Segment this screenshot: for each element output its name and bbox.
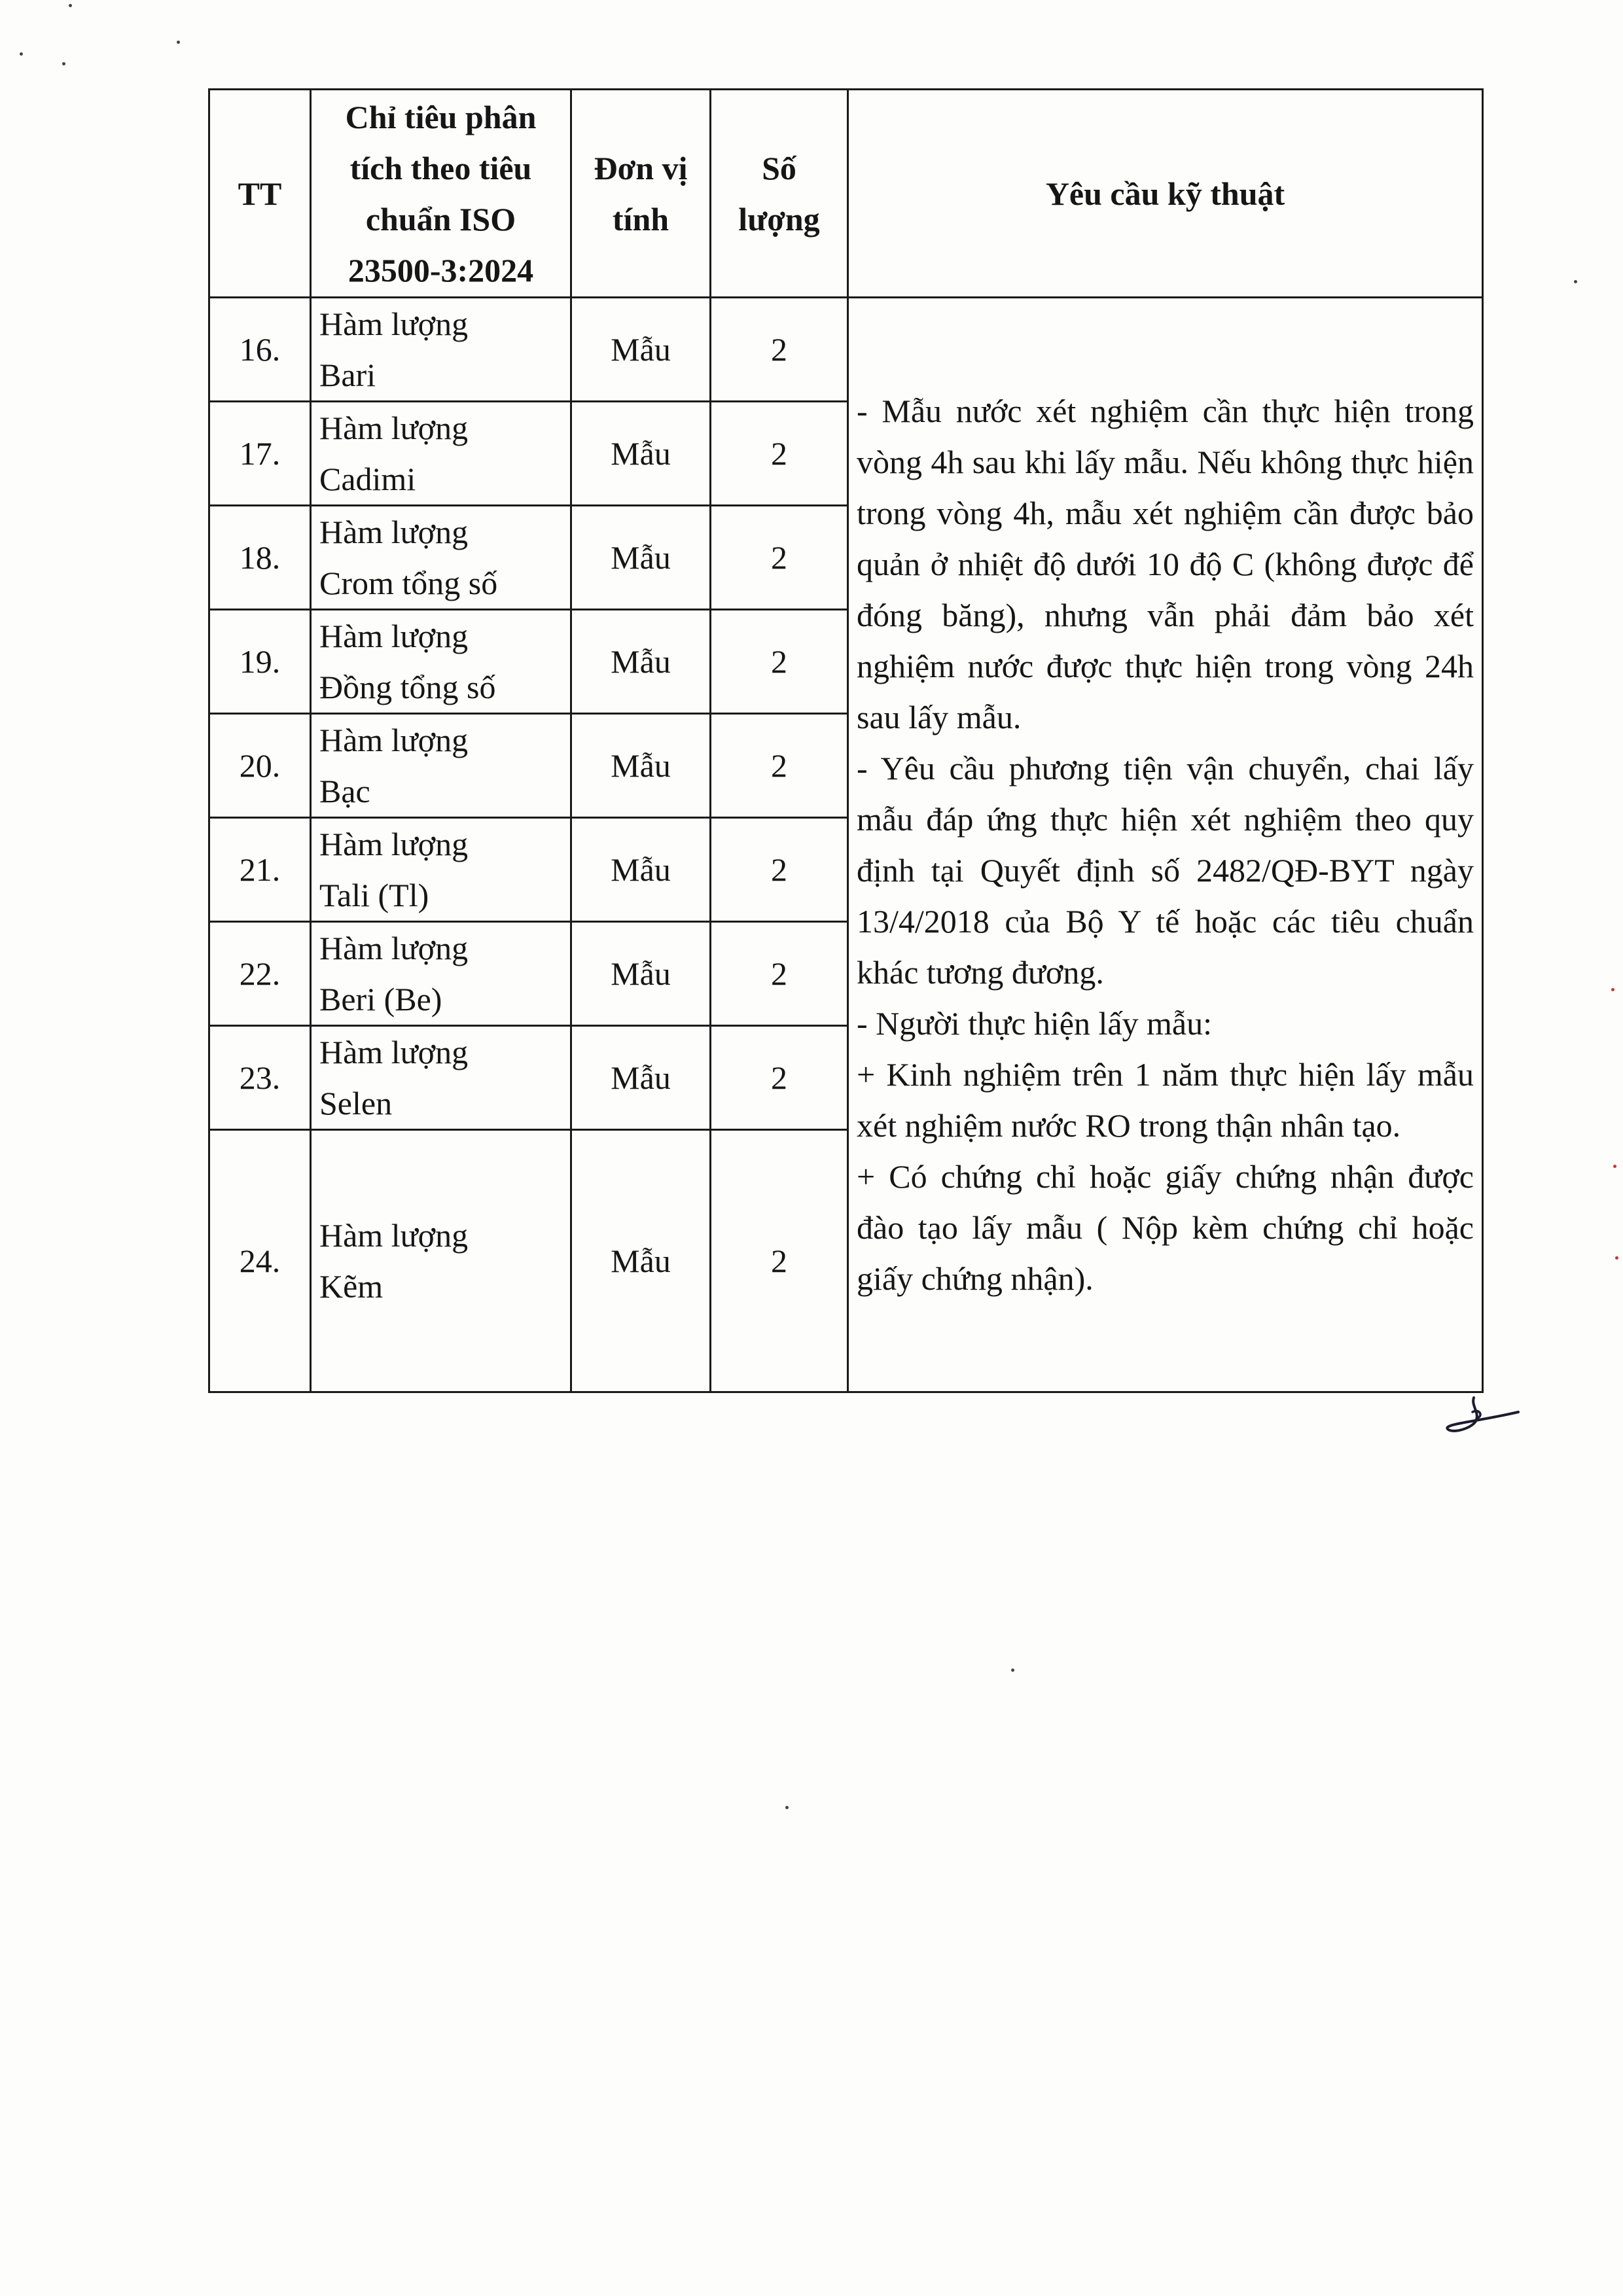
header-requirement: Yêu cầu kỹ thuật xyxy=(848,90,1483,298)
row-indicator xyxy=(311,1130,571,1392)
header-indicator-line: Chỉ tiêu phân xyxy=(345,98,537,135)
row-indicator-line: Selen xyxy=(319,1085,393,1122)
row-indicator-line: Hàm lượng xyxy=(319,1034,469,1070)
row-indicator-line: Hàm lượng xyxy=(319,618,469,654)
header-quantity-line: lượng xyxy=(738,200,820,238)
row-indicator-line: Đồng tổng số xyxy=(319,669,496,705)
technical-spec-table xyxy=(208,88,1484,1393)
header-unit-line: tính xyxy=(612,200,669,238)
row-indicator-line: Hàm lượng xyxy=(319,306,469,342)
scan-speck xyxy=(62,62,65,65)
row-number: 22. xyxy=(209,922,311,1026)
scan-speck xyxy=(1613,1165,1616,1168)
row-quantity: 2 xyxy=(711,714,848,818)
technical-requirement-cell xyxy=(848,298,1483,1392)
row-indicator xyxy=(311,922,571,1026)
row-number: 19. xyxy=(209,610,311,714)
row-indicator-line: Crom tổng số xyxy=(319,565,498,601)
row-number: 21. xyxy=(209,818,311,922)
row-indicator xyxy=(311,610,571,714)
scan-speck xyxy=(20,52,23,56)
row-quantity: 2 xyxy=(711,818,848,922)
row-indicator-line: Hàm lượng xyxy=(319,930,469,966)
row-indicator-line: Hàm lượng xyxy=(319,514,469,550)
header-unit-line: Đơn vị xyxy=(594,149,688,186)
row-number: 20. xyxy=(209,714,311,818)
scan-speck xyxy=(1615,1256,1618,1260)
row-quantity: 2 xyxy=(711,922,848,1026)
requirement-paragraph: + Kinh nghiệm trên 1 năm thực hiện lấy mẫu xét nghiệm nước RO trong thận nhân tạo. xyxy=(857,1056,1474,1144)
row-number: 23. xyxy=(209,1026,311,1130)
row-indicator-line: Tali (Tl) xyxy=(319,877,429,913)
row-indicator xyxy=(311,506,571,610)
row-number: 17. xyxy=(209,402,311,506)
row-unit: Mẫu xyxy=(571,922,711,1026)
row-quantity: 2 xyxy=(711,298,848,402)
row-indicator-line: Hàm lượng xyxy=(319,410,469,446)
row-unit: Mẫu xyxy=(571,1130,711,1392)
initials-mark-icon xyxy=(1433,1386,1531,1438)
row-number: 24. xyxy=(209,1130,311,1392)
header-tt: TT xyxy=(209,90,311,298)
row-indicator-line: Hàm lượng xyxy=(319,1217,469,1254)
row-indicator-line: Bari xyxy=(319,357,376,393)
requirement-paragraph: + Có chứng chỉ hoặc giấy chứng nhận được đào tạo lấy mẫu ( Nộp kèm chứng chỉ hoặc giấy chứng nhận). xyxy=(857,1158,1474,1297)
row-quantity: 2 xyxy=(711,1026,848,1130)
header-indicator xyxy=(311,90,571,298)
scan-speck xyxy=(1574,280,1577,283)
row-indicator xyxy=(311,402,571,506)
row-unit: Mẫu xyxy=(571,506,711,610)
row-unit: Mẫu xyxy=(571,298,711,402)
row-indicator-line: Hàm lượng xyxy=(319,722,469,758)
header-quantity xyxy=(711,90,848,298)
row-indicator xyxy=(311,1026,571,1130)
scan-speck xyxy=(1011,1669,1014,1672)
row-indicator-line: Hàm lượng xyxy=(319,826,469,862)
row-indicator-line: Cadimi xyxy=(319,461,416,497)
row-number: 16. xyxy=(209,298,311,402)
row-quantity: 2 xyxy=(711,506,848,610)
row-unit: Mẫu xyxy=(571,818,711,922)
row-indicator-line: Kẽm xyxy=(319,1268,383,1305)
row-indicator xyxy=(311,714,571,818)
scan-speck xyxy=(69,4,72,7)
header-indicator-line: tích theo tiêu xyxy=(349,149,532,186)
row-unit: Mẫu xyxy=(571,610,711,714)
row-indicator xyxy=(311,298,571,402)
header-indicator-line: chuẩn ISO xyxy=(365,200,516,238)
scan-speck xyxy=(785,1806,789,1809)
requirement-paragraph: - Người thực hiện lấy mẫu: xyxy=(857,1005,1213,1042)
row-indicator-line: Beri (Be) xyxy=(319,981,442,1017)
header-unit xyxy=(571,90,711,298)
header-indicator-line: 23500-3:2024 xyxy=(348,251,534,289)
row-unit: Mẫu xyxy=(571,1026,711,1130)
requirement-paragraph: - Yêu cầu phương tiện vận chuyển, chai lấy mẫu đáp ứng thực hiện xét nghiệm theo quy định tại Quyết định số 2482/QĐ-BYT ngày 13/4/2018 của Bộ Y tế hoặc các tiêu chuẩn khác tương đương. xyxy=(857,750,1474,991)
scan-speck xyxy=(177,41,180,44)
row-quantity: 2 xyxy=(711,1130,848,1392)
scan-speck xyxy=(1611,988,1614,991)
table-row xyxy=(209,298,1483,402)
row-indicator xyxy=(311,818,571,922)
row-quantity: 2 xyxy=(711,402,848,506)
row-number: 18. xyxy=(209,506,311,610)
requirement-paragraph: - Mẫu nước xét nghiệm cần thực hiện trong vòng 4h sau khi lấy mẫu. Nếu không thực hiện trong vòng 4h, mẫu xét nghiệm cần được bảo quản ở nhiệt độ dưới 10 độ C (không được để đóng băng), nhưng vẫn phải đảm bảo xét nghiệm nước được thực hiện trong vòng 24h sau lấy mẫu. xyxy=(857,393,1474,735)
table-header-row xyxy=(209,90,1483,298)
row-indicator-line: Bạc xyxy=(319,773,370,809)
header-quantity-line: Số xyxy=(762,149,796,186)
row-unit: Mẫu xyxy=(571,714,711,818)
row-quantity: 2 xyxy=(711,610,848,714)
row-unit: Mẫu xyxy=(571,402,711,506)
